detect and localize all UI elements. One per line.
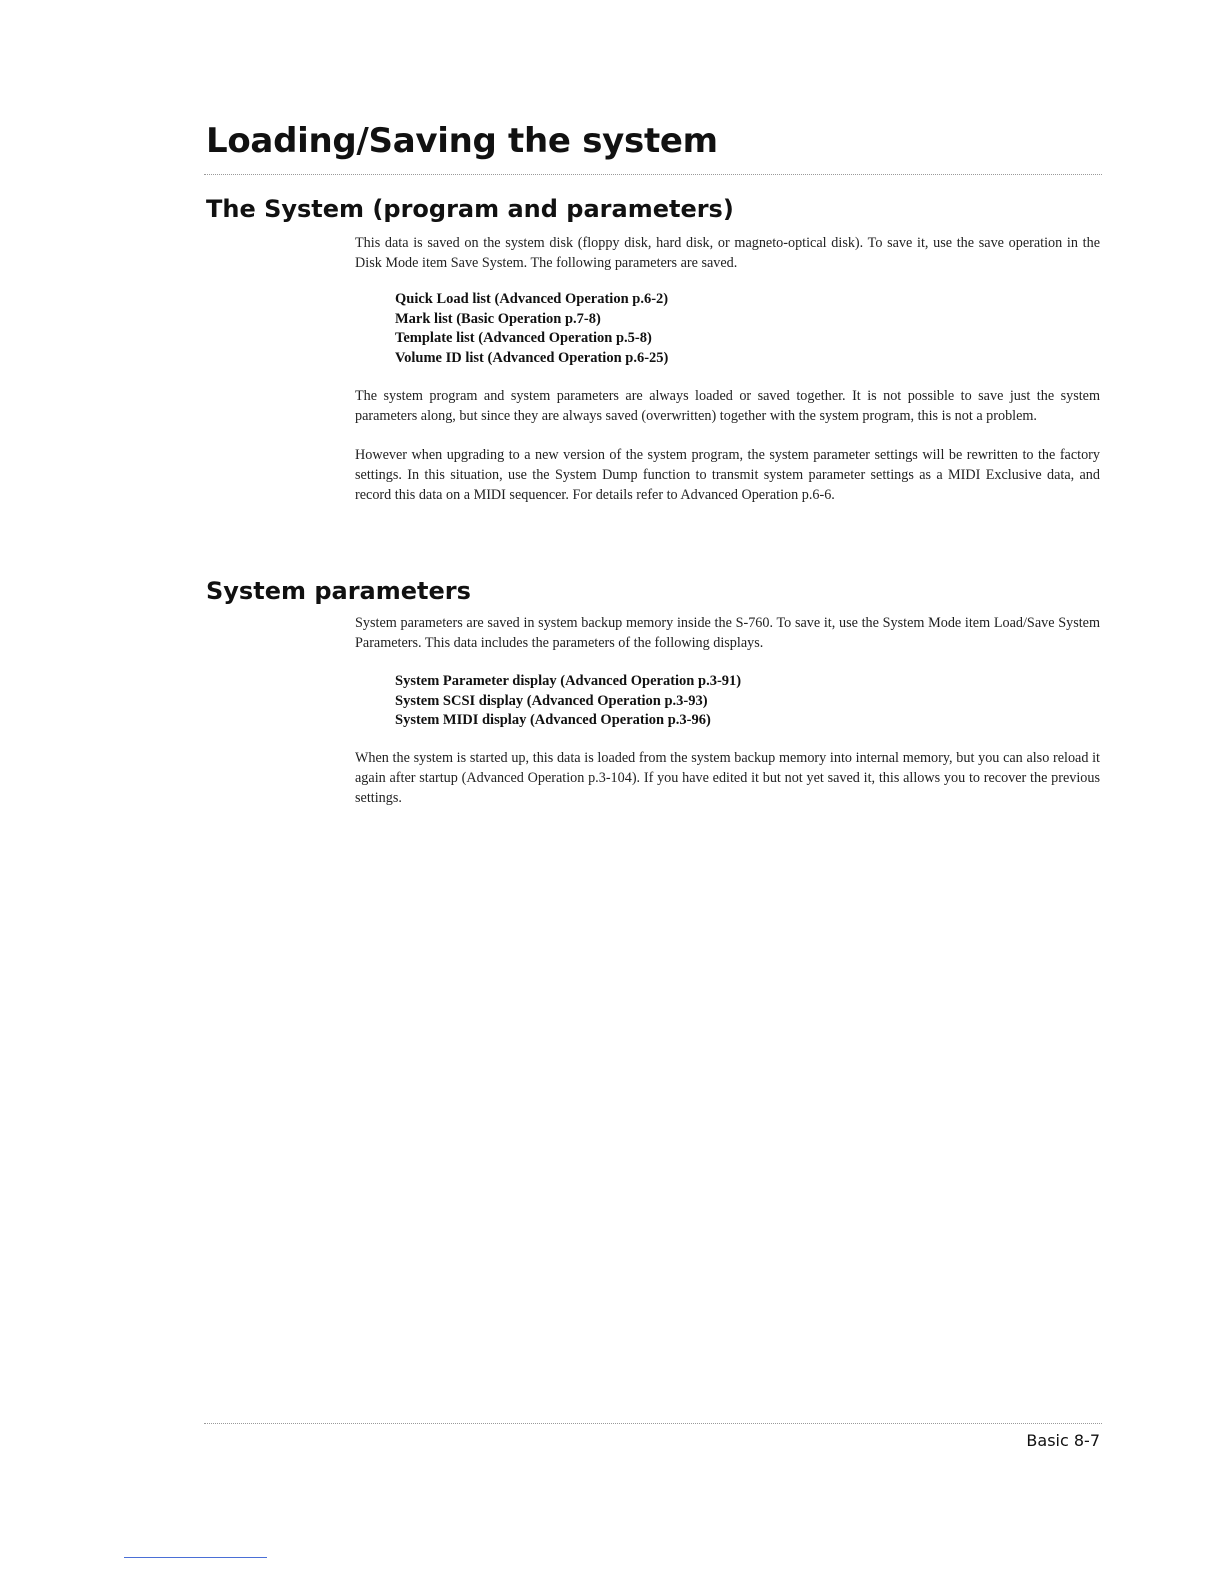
list-item: Template list (Advanced Operation p.5-8) — [395, 330, 652, 346]
list-item: Quick Load list (Advanced Operation p.6-2) — [395, 291, 669, 307]
list-item: Mark list (Basic Operation p.7-8) — [395, 310, 601, 327]
system-parameter-displays-list — [395, 672, 741, 731]
page-number: Basic 8-7 — [1026, 1431, 1100, 1450]
footer-divider — [204, 1423, 1102, 1424]
list-item: System SCSI display (Advanced Operation p.3-93) — [395, 692, 708, 709]
section-heading-system-parameters: System parameters — [206, 577, 471, 605]
list-item: System MIDI display (Advanced Operation p.3-96) — [395, 712, 711, 728]
params-note-paragraph: When the system is started up, this data is loaded from the system backup memory into internal memory, but you can also reload it again after startup (Advanced Operation p.3-104). If you have edited it but not yet saved it, this allows you to recover the previous settings. — [355, 750, 1100, 806]
list-item: System Parameter display (Advanced Operation p.3-91) — [395, 673, 742, 689]
system-intro-paragraph: This data is saved on the system disk (floppy disk, hard disk, or magneto-optical disk). To save it, use the save operation in the Disk Mode item Save System. The following parameters are saved. — [355, 235, 1100, 271]
scan-edge-line — [124, 1557, 267, 1558]
title-divider — [204, 174, 1102, 175]
system-saved-parameters-list — [395, 290, 668, 368]
page-title: Loading/Saving the system — [206, 121, 718, 161]
system-note-paragraph: The system program and system parameters are always loaded or saved together. It is not possible to save just the system parameters along, but since they are always saved (overwritten) together with the system program, this is not a problem. — [355, 388, 1100, 424]
list-item: Volume ID list (Advanced Operation p.6-25) — [395, 349, 669, 366]
section-heading-system: The System (program and parameters) — [206, 195, 734, 223]
params-intro-paragraph: System parameters are saved in system backup memory inside the S-760. To save it, use the System Mode item Load/Save System Parameters. This data includes the parameters of the following displays. — [355, 615, 1100, 651]
system-upgrade-paragraph: However when upgrading to a new version of the system program, the system parameter settings will be rewritten to the factory settings. In this situation, use the System Dump function to transmit system parameter settings as a MIDI Exclusive data, and record this data on a MIDI sequencer. For details refer to Advanced Operation p.6-6. — [355, 447, 1100, 503]
